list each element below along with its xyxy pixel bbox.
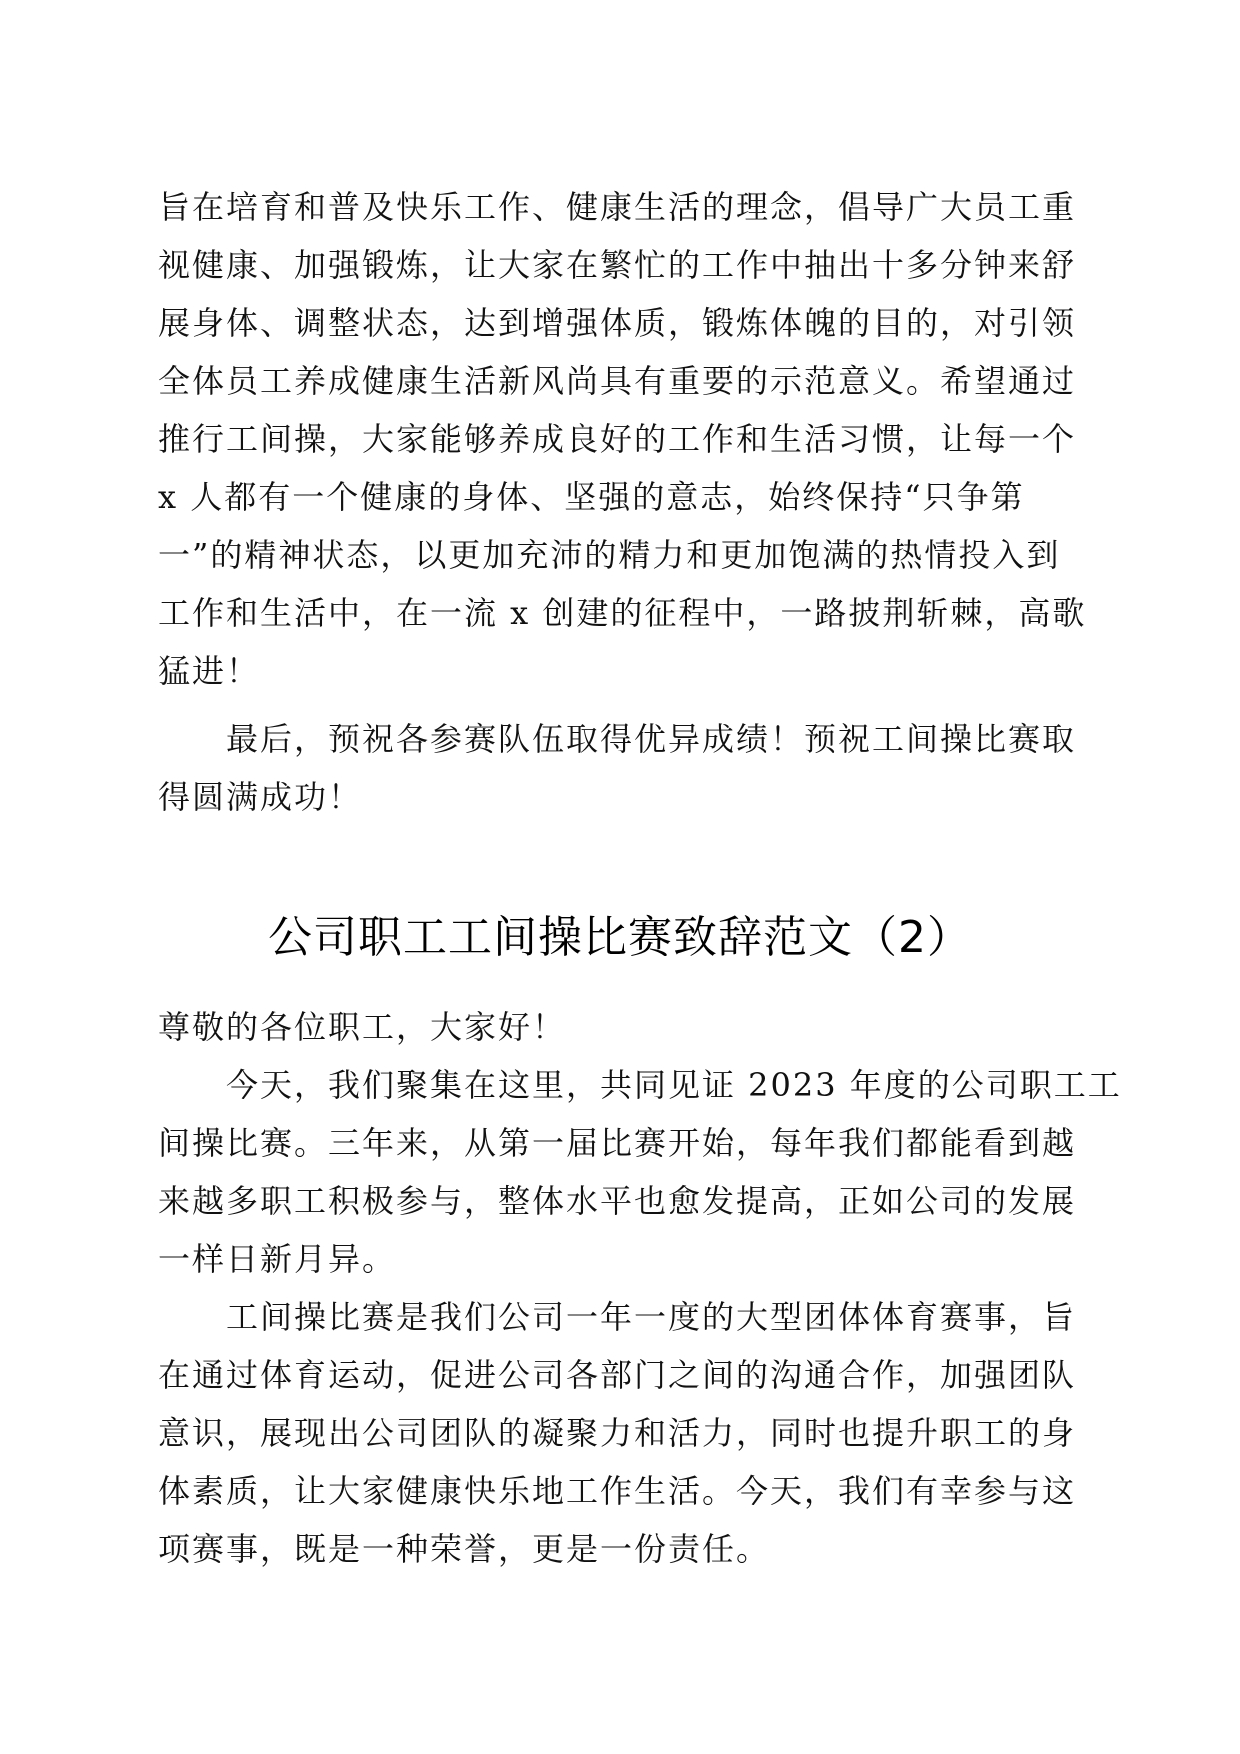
greeting bbox=[158, 998, 1058, 1056]
text-line: 今天，我们聚集在这里，共同见证 2023 年度的公司职工工 bbox=[226, 1066, 1122, 1104]
text-line: 工作和生活中，在一流 x 创建的征程中，一路披荆斩棘，高歌 bbox=[158, 594, 1087, 632]
text-line: 体素质，让大家健康快乐地工作生活。今天，我们有幸参与这 bbox=[158, 1472, 1077, 1510]
text-line: 推行工间操，大家能够养成良好的工作和生活习惯，让每一个 bbox=[158, 420, 1077, 458]
paragraph-intro-continued bbox=[158, 178, 1087, 700]
text-line: 在通过体育运动，促进公司各部门之间的沟通合作，加强团队 bbox=[158, 1356, 1077, 1394]
text-line: 最后，预祝各参赛队伍取得优异成绩！预祝工间操比赛取 bbox=[226, 720, 1077, 758]
text-line: 间操比赛。三年来，从第一届比赛开始，每年我们都能看到越 bbox=[158, 1124, 1077, 1162]
text-line: 项赛事，既是一种荣誉，更是一份责任。 bbox=[158, 1530, 771, 1568]
paragraph-closing-wishes bbox=[158, 710, 1077, 826]
paragraph-purpose bbox=[158, 1288, 1077, 1578]
text-line: x 人都有一个健康的身体、坚强的意志，始终保持“只争第 bbox=[158, 478, 1025, 516]
text-line: 视健康、加强锻炼，让大家在繁忙的工作中抽出十多分钟来舒 bbox=[158, 246, 1077, 284]
text-line: 猛进！ bbox=[158, 652, 261, 690]
text-line: 得圆满成功！ bbox=[158, 778, 363, 816]
text-line: 工间操比赛是我们公司一年一度的大型团体体育赛事，旨 bbox=[226, 1298, 1077, 1336]
text-line: 展身体、调整状态，达到增强体质，锻炼体魄的目的，对引领 bbox=[158, 304, 1077, 342]
greeting-line: 尊敬的各位职工，大家好！ bbox=[158, 1008, 567, 1046]
text-line: 旨在培育和普及快乐工作、健康生活的理念，倡导广大员工重 bbox=[158, 188, 1077, 226]
text-line: 一”的精神状态，以更加充沛的精力和更加饱满的热情投入到 bbox=[158, 536, 1061, 574]
text-line: 来越多职工积极参与，整体水平也愈发提高，正如公司的发展 bbox=[158, 1182, 1077, 1220]
text-line: 全体员工养成健康生活新风尚具有重要的示范意义。希望通过 bbox=[158, 362, 1077, 400]
section-heading: 公司职工工间操比赛致辞范文（2） bbox=[268, 912, 972, 963]
text-line: 一样日新月异。 bbox=[158, 1240, 397, 1278]
text-line: 意识，展现出公司团队的凝聚力和活力，同时也提升职工的身 bbox=[158, 1414, 1077, 1452]
paragraph-opening bbox=[158, 1056, 1122, 1288]
